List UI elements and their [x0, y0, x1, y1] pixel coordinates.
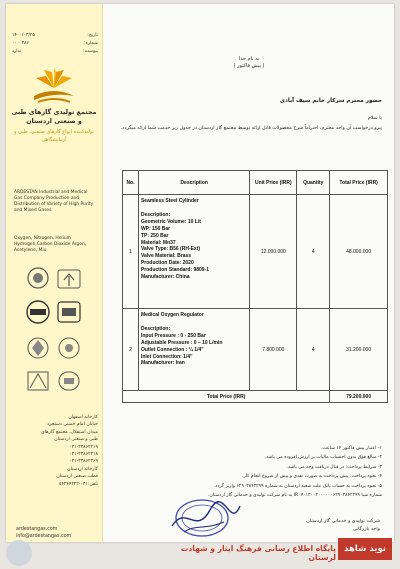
intro-text: پیرو درخواست آن واحد محترم، احتراماً شرح محصولات قابل ارائه توسط مجتمع گاز اردستان در جدول زیر خدمت شما ارائه میگردد.: [120, 126, 382, 131]
invoice-table: [122, 170, 388, 403]
letter-meta: [12, 32, 98, 56]
col-header-quantity: Quantity: [297, 171, 330, 195]
watermark-badge: نوید شاهد: [338, 538, 392, 560]
company-name-en: ARDESTAN Industrial and Medical Gas Company Production and Distribution of Variety of High Purity and Mixed Gases: [14, 190, 94, 213]
certification-logos: [16, 264, 92, 414]
table-total-row: [123, 391, 388, 403]
col-header-description: Description: [138, 171, 249, 195]
row-unit-price: 7.800.000: [250, 309, 297, 391]
letter-body: [110, 4, 388, 542]
company-tagline-fa: تولیدکننده انواع گازهای صنعتی، طبی و آزمایشگاهی: [14, 129, 94, 143]
meta-number: شماره: ۳۸۶ - ۰۰: [12, 41, 98, 46]
meta-attachment: پیوست: ندارد: [12, 49, 98, 54]
row-quantity: 4: [297, 309, 330, 391]
sign-department: واحد بازرگانی: [352, 527, 380, 532]
cert-logo-c-icon: [28, 372, 48, 390]
company-logo-icon: [28, 66, 80, 106]
total-value: 79.200.000: [330, 391, 388, 403]
stamp-signature-icon: [166, 496, 244, 542]
letter-heading: [110, 56, 388, 70]
site-watermark: [160, 538, 392, 562]
cert-logo-b-icon: [59, 338, 79, 358]
meta-date: تاریخ: ۱۴۰۰/۰۳/۲۵: [12, 33, 98, 38]
gases-list-en: Oxygen, Nitrogen, Helium Hydrogen,Carbon Dioxide Argon, Acetylene, Mix: [14, 236, 87, 253]
table-row: [123, 309, 388, 391]
term-item: ۱- اعتبار پیش فاکتور ۱۴ ساعت.: [320, 446, 382, 451]
cert-logo-d-icon: [59, 372, 79, 390]
term-item: ۵- نحوه پرداخت به حساب بانک ملت شعبه اردستان به شماره ۶۲۹۰۳۸۴۲۲۹۹ واریز گردد.: [213, 483, 382, 489]
row-total-price: 31.200.000: [330, 309, 388, 391]
cert-tree-icon: [58, 270, 80, 288]
row-description: Medical Oxygen Regulator Description: Input Pressure : 0 - 250 Bar Adjustable Pressure : 0 – 10 L/min Outlet Connection : ¼ 1/4" Inlet Connection: 1/4" Manufacturer: Iran: [138, 309, 249, 391]
greeting: با سلام: [367, 116, 382, 121]
term-item: ۴- نحوه پرداخت: پیش پرداخت به صورت نقدی و پیش از شروع انجام کار.: [242, 474, 382, 480]
sign-company: شرکت تولیدی و خدماتی گاز اردستان: [306, 519, 380, 524]
col-header-unit-price: Unit Price (IRR): [250, 171, 297, 195]
row-description: Seamless Steel Cylinder Description: Geometric Volume: 10 Lit WP: 150 Bar TP: 250 Bar Material: Mn37 Valve Type: B56 (RH-Ext) Valve Material: Brass Production Date: 2020 Production Standard: 9809-1 Manufacturer: China: [138, 195, 249, 309]
term-item: شماره شبا IR۰۷۰۱۲۰۰۲۰۰۰۰۰۰۶۲۹۰۳۸۴۲۲۹۹ به نام شرکت تولیدی و خدماتی گاز اردستان.: [207, 493, 382, 499]
floating-action-button[interactable]: [6, 540, 32, 566]
row-unit-price: 12.000.000: [250, 195, 297, 309]
website-links: [16, 526, 100, 540]
website-link[interactable]: ardestangas.com: [16, 527, 58, 532]
company-name-fa: مجتمع تولیدی گازهای طبی و صنعتی اردستان: [11, 108, 97, 125]
row-total-price: 48.000.000: [330, 195, 388, 309]
total-label: Total Price (IRR): [123, 391, 330, 403]
document-page: [6, 4, 394, 542]
item-name: Seamless Steel Cylinder: [140, 198, 199, 204]
row-number: 2: [123, 309, 139, 391]
row-quantity: 4: [297, 195, 330, 309]
watermark-text: پایگاه اطلاع رسانی فرهنگ ایثار و شهادت لرستان: [180, 544, 336, 562]
col-header-no: No.: [123, 171, 139, 195]
item-name: Medical Oxygen Regulator: [140, 312, 204, 318]
email-link[interactable]: info@ardestangas.com: [16, 534, 72, 539]
letterhead-sidebar: [6, 4, 103, 542]
signature-block: [260, 518, 380, 534]
cert-logo-a-icon: [28, 338, 48, 358]
col-header-total-price: Total Price (IRR): [330, 171, 388, 195]
term-item: ۳- شرایط پرداخت: در قبال دریافت وجه می باشد.: [286, 464, 382, 470]
table-header-row: [123, 171, 388, 195]
iso-logo-icon: [27, 301, 49, 323]
factory-addresses: کارخانه اصفهان خیابان امام خمینی دستجرد میدان استقلال، مجتمع گازهای طبی و صنعتی اردستان ۰۳۱-۳۳۸۶۲۲۱۹ ۰۳۱-۳۳۸۶۲۲۱۸ ۰۳۱-۳۳۸۶۲۲۶۹ کارخانه اردستان قطب صنعتی اردستان تلفن:۰۳۱-۵۴۲۴۴۲۲۲: [41, 415, 98, 487]
basmala: به نام خدا: [238, 56, 260, 62]
introduction: [112, 114, 382, 134]
row-number: 1: [123, 195, 139, 309]
table-row: [123, 195, 388, 309]
terms-list: [112, 444, 382, 500]
term-item: ۲- مبالغ فوق بدون احتساب مالیات بر ارزش افزوده می باشد.: [264, 455, 382, 461]
addressee: حضور محترم سرکار خانم سیف آبادی: [279, 98, 382, 104]
cert-badge-icon: [58, 302, 80, 322]
cert-seal-icon: [28, 268, 48, 288]
document-type: ( پیش فاکتور ): [233, 63, 265, 69]
